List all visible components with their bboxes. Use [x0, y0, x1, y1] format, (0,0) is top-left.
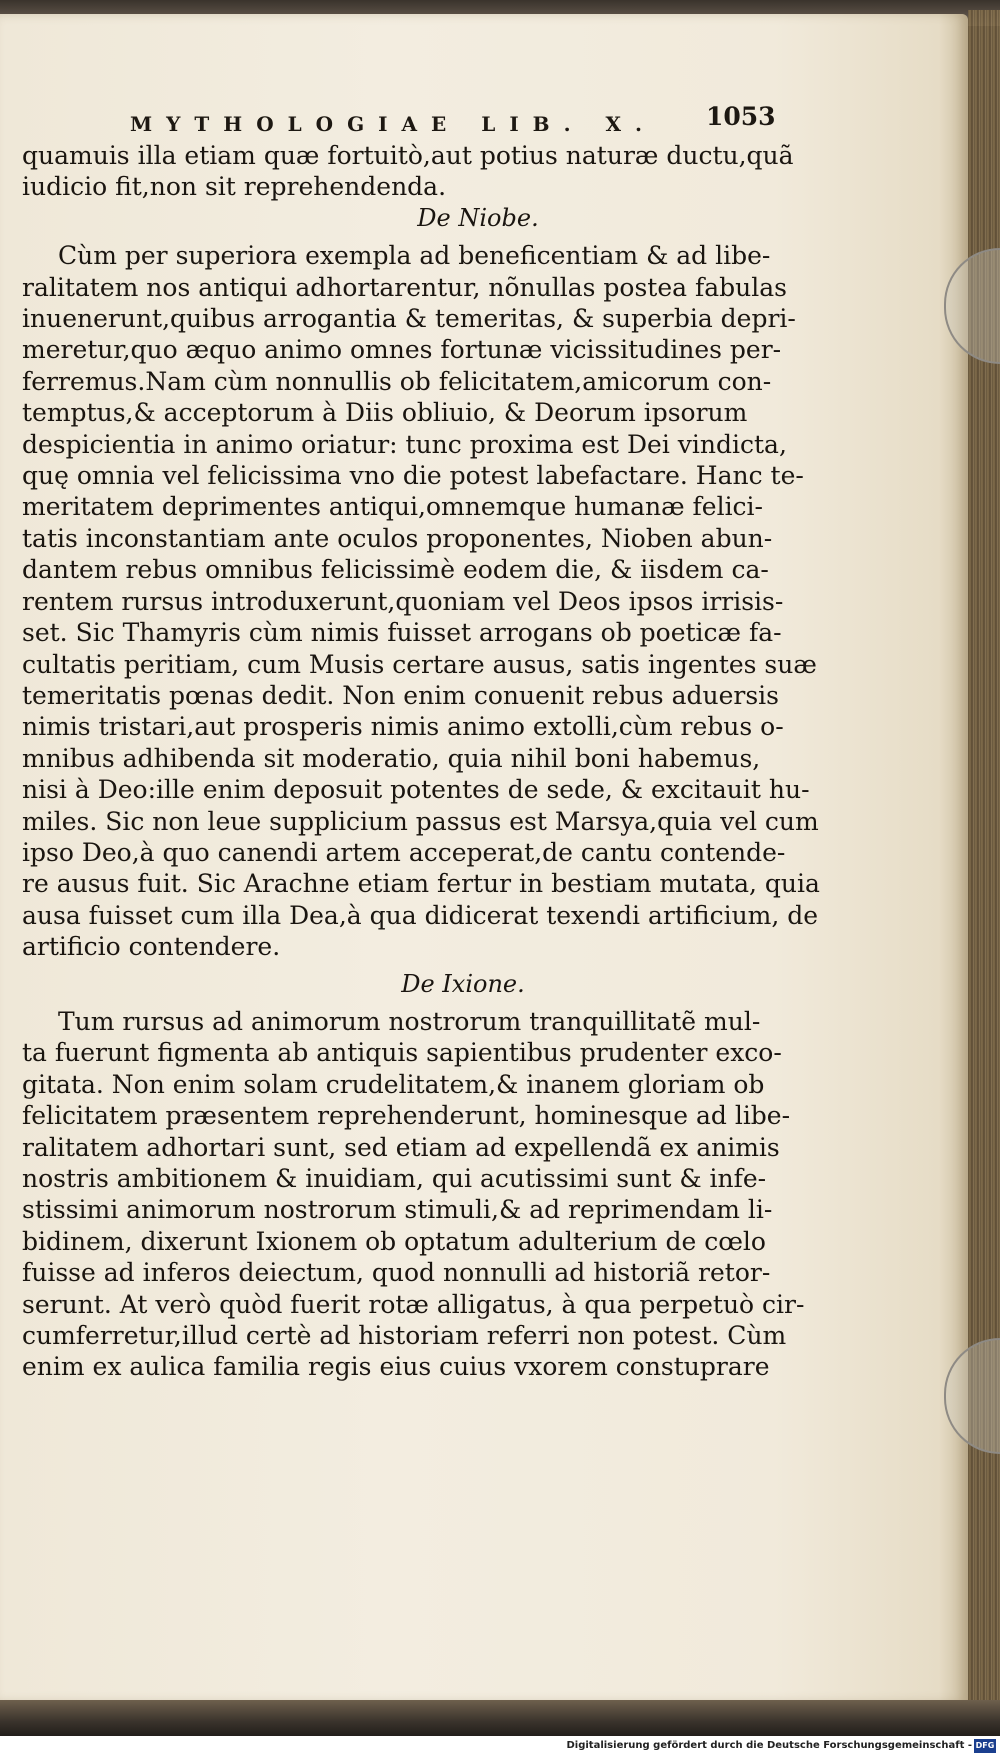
text-line: meretur,quo æquo animo omnes fortunæ vicissitudines per- [22, 335, 782, 365]
text-line: nisi à Deo:ille enim deposuit potentes de sede, & excitauit hu- [22, 775, 810, 805]
text-line: cumferretur,illud certè ad historiam referri non potest. Cùm [22, 1321, 787, 1351]
text-line: ferremus.Nam cùm nonnullis ob felicitatem,amicorum con- [22, 366, 772, 396]
text-line: enim ex aulica familia regis eius cuius vxorem constuprare [22, 1352, 770, 1382]
section-niobe [22, 203, 820, 963]
funding-credit: Digitalisierung gefördert durch die Deutsche Forschungsgemeinschaft - [566, 1740, 972, 1751]
text-line: serunt. At verò quòd fuerit rotæ alligatus, à qua perpetuò cir- [22, 1289, 805, 1319]
text-line: ralitatem adhortari sunt, sed etiam ad expellendã ex animis [22, 1132, 780, 1162]
text-line: meritatem deprimentes antiqui,omnemque humanæ felici- [22, 492, 764, 522]
text-line: ta fuerunt figmenta ab antiquis sapientibus prudenter exco- [22, 1038, 782, 1068]
text-line: felicitatem præsentem reprehenderunt, hominesque ad libe- [22, 1101, 791, 1131]
page-text [22, 140, 820, 1383]
text-line: nostris ambitionem & inuidiam, qui acutissimi sunt & infe- [22, 1164, 767, 1193]
text-line: iudicio fit,non sit reprehendenda. [22, 172, 447, 202]
text-line: inuenerunt,quibus arrogantia & temeritas, & superbia depri- [22, 304, 796, 334]
text-line: fuisse ad inferos deiectum, quod nonnulli ad historiã retor- [22, 1258, 771, 1288]
dfg-logo-icon: DFG [974, 1739, 996, 1753]
section-heading: De Ixione. [401, 969, 525, 998]
text-line: ausa fuisset cum illa Dea,à qua didicerat texendi artificium, de [22, 900, 819, 930]
text-line: ipso Deo,à quo canendi artem acceperat,de cantu contende- [22, 837, 786, 867]
text-line: set. Sic Thamyris cùm nimis fuisset arrogans ob poeticæ fa- [22, 618, 782, 648]
running-title: MYTHOLOGIAE LIB. X. [130, 112, 656, 136]
text-line: cultatis peritiam, cum Musis certare ausus, satis ingentes suæ [22, 649, 817, 679]
text-line: temeritatis pœnas dedit. Non enim conuenit rebus aduersis [22, 680, 779, 710]
text-line: tatis inconstantiam ante oculos proponentes, Nioben abun- [22, 523, 773, 553]
text-line: temptus,& acceptorum à Diis obliuio, & Deorum ipsorum [22, 398, 748, 428]
text-line: Cùm per superiora exempla ad beneficentiam & ad libe- [58, 241, 771, 271]
text-line: re ausus fuit. Sic Arachne etiam fertur in bestiam mutata, quia [22, 869, 820, 899]
text-line: quę omnia vel felicissima vno die potest labefactare. Hanc te- [22, 461, 804, 491]
text-line: artificio contendere. [22, 932, 281, 962]
section-intro [22, 140, 794, 203]
text-line: quamuis illa etiam quæ fortuitò,aut potius naturæ ductu,quã [22, 141, 794, 170]
text-line: mnibus adhibenda sit moderatio, quia nihil boni habemus, [22, 743, 761, 773]
text-line: nimis tristari,aut prosperis nimis animo extolli,cùm rebus o- [22, 712, 784, 742]
page-number: 1053 [706, 102, 776, 131]
text-line: gitata. Non enim solam crudelitatem,& inanem gloriam ob [22, 1069, 765, 1099]
text-line: bidinem, dixerunt Ixionem ob optatum adulterium de cœlo [22, 1226, 766, 1256]
text-line: Tum rursus ad animorum nostrorum tranquillitatẽ mul- [58, 1006, 761, 1036]
scan-bottom-edge [0, 1700, 1000, 1736]
text-line: rentem rursus introduxerunt,quoniam vel Deos ipsos irrisis- [22, 586, 784, 616]
section-ixion [22, 969, 805, 1383]
text-line: ralitatem nos antiqui adhortarentur, nõnullas postea fabulas [22, 272, 787, 302]
text-line: dantem rebus omnibus felicissimè eodem die, & iisdem ca- [22, 555, 769, 585]
text-line: miles. Sic non leue supplicium passus est Marsya,quia vel cum [22, 806, 819, 836]
text-line: stissimi animorum nostrorum stimuli,& ad reprimendam li- [22, 1195, 773, 1225]
section-heading: De Niobe. [417, 203, 539, 232]
text-line: despicientia in animo oriatur: tunc proxima est Dei vindicta, [22, 429, 787, 459]
